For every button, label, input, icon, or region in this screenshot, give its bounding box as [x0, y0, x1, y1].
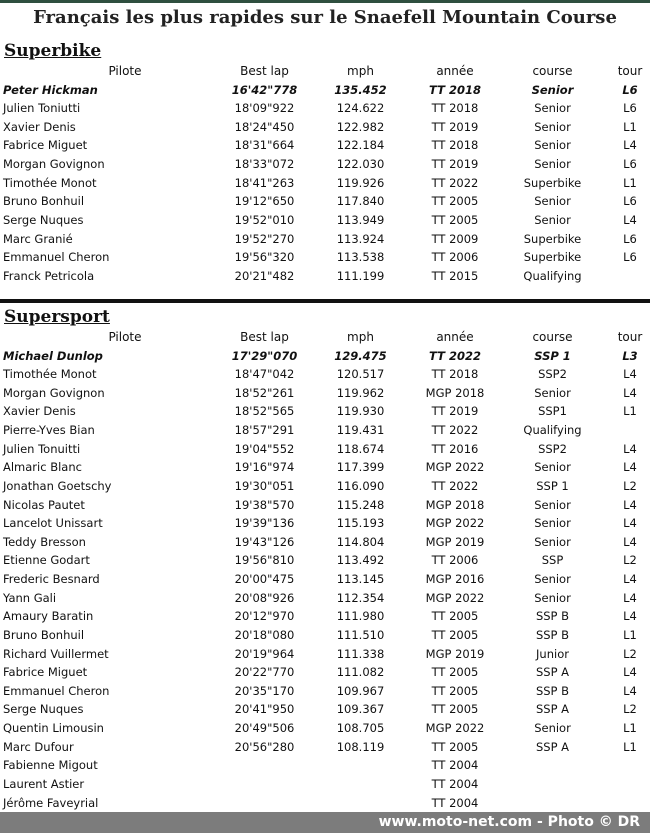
cell-tour: L2 [623, 553, 637, 568]
table-row [0, 458, 650, 477]
table-row [0, 230, 650, 249]
header-mph: mph [347, 330, 374, 344]
cell-mph: 109.367 [336, 702, 385, 717]
cell-tour: L6 [623, 194, 637, 209]
cell-annee: MGP 2022 [425, 721, 485, 736]
cell-pilote: Serge Nuques [3, 702, 84, 717]
cell-annee: TT 2022 [431, 423, 479, 438]
cell-pilote: Serge Nuques [3, 212, 84, 227]
cell-course: SSP2 [538, 367, 567, 382]
cell-course: SSP2 [538, 441, 567, 456]
cell-annee: TT 2019 [431, 119, 479, 134]
cell-course: Senior [534, 460, 571, 475]
cell-course: Senior [534, 194, 571, 209]
cell-course: SSP 1 [536, 478, 569, 493]
table-row [0, 496, 650, 515]
cell-tour: L4 [623, 460, 637, 475]
cell-pilote: Fabrice Miguet [3, 138, 88, 153]
cell-best-lap: 20'49"506 [234, 721, 295, 736]
cell-annee: TT 2022 [431, 175, 479, 190]
cell-pilote: Timothée Monot [3, 175, 97, 190]
cell-annee: TT 2005 [431, 194, 479, 209]
superbike-title: Superbike [4, 41, 102, 61]
cell-best-lap: 20'21"482 [234, 268, 295, 283]
cell-annee: TT 2005 [431, 665, 479, 680]
cell-best-lap: 20'12"970 [234, 609, 295, 624]
cell-tour: L4 [623, 609, 637, 624]
cell-annee: TT 2022 [429, 348, 481, 363]
cell-best-lap: 18'24"450 [234, 119, 295, 134]
cell-tour: L1 [623, 404, 637, 419]
cell-course: Superbike [523, 250, 582, 265]
cell-pilote: Marc Dufour [3, 739, 74, 754]
header-tour: tour [617, 330, 643, 344]
cell-tour: L4 [623, 367, 637, 382]
table-row [0, 365, 650, 384]
cell-mph: 111.980 [336, 609, 385, 624]
cell-annee: MGP 2022 [425, 516, 485, 531]
cell-pilote: Teddy Bresson [3, 534, 86, 549]
cell-mph: 108.705 [336, 721, 385, 736]
header-course: course [532, 330, 573, 344]
header-course: course [532, 64, 573, 78]
table-row [0, 607, 650, 626]
cell-mph: 122.982 [336, 119, 385, 134]
header-tour: tour [617, 64, 643, 78]
cell-best-lap: 19'52"270 [234, 231, 295, 246]
footer-bar [0, 812, 650, 833]
cell-pilote: Julien Toniutti [3, 101, 81, 116]
header-best-lap: Best lap [240, 330, 289, 344]
table-row [0, 136, 650, 155]
cell-pilote: Michael Dunlop [3, 348, 103, 363]
footer-credit: www.moto-net.com - Photo © DR [378, 814, 640, 830]
table-row [0, 118, 650, 137]
table-row [0, 682, 650, 701]
cell-mph: 120.517 [336, 367, 385, 382]
cell-tour: L4 [623, 590, 637, 605]
cell-annee: TT 2006 [431, 553, 479, 568]
cell-course: Senior [534, 138, 571, 153]
table-row [0, 645, 650, 664]
cell-course: Senior [534, 721, 571, 736]
cell-annee: TT 2018 [429, 82, 481, 97]
table-row [0, 402, 650, 421]
cell-annee: TT 2005 [431, 739, 479, 754]
table-row [0, 756, 650, 775]
cell-best-lap: 18'09"922 [234, 101, 295, 116]
cell-mph: 122.030 [336, 157, 385, 172]
cell-annee: TT 2005 [431, 702, 479, 717]
cell-mph: 135.452 [334, 82, 387, 97]
cell-course: Senior [534, 572, 571, 587]
cell-pilote: Xavier Denis [3, 119, 76, 134]
cell-annee: MGP 2022 [425, 460, 485, 475]
cell-annee: TT 2006 [431, 250, 479, 265]
cell-mph: 117.399 [336, 460, 385, 475]
table-row [0, 477, 650, 496]
cell-best-lap: 19'16"974 [234, 460, 295, 475]
cell-pilote: Peter Hickman [3, 82, 98, 97]
cell-annee: TT 2005 [431, 627, 479, 642]
table-row [0, 174, 650, 193]
cell-best-lap: 20'35"170 [234, 683, 295, 698]
cell-annee: MGP 2018 [425, 497, 485, 512]
cell-best-lap: 16'42"778 [231, 82, 298, 97]
cell-tour: L4 [623, 665, 637, 680]
header-best-lap: Best lap [240, 64, 289, 78]
cell-course: Senior [534, 119, 571, 134]
cell-best-lap: 18'57"291 [234, 423, 295, 438]
table-row [0, 384, 650, 403]
cell-tour: L6 [623, 250, 637, 265]
cell-course: SSP A [535, 739, 570, 754]
cell-course: Superbike [523, 175, 582, 190]
table-row [0, 626, 650, 645]
cell-annee: MGP 2019 [425, 534, 485, 549]
cell-tour: L1 [623, 627, 637, 642]
cell-mph: 129.475 [334, 348, 387, 363]
cell-best-lap: 18'47"042 [234, 367, 295, 382]
cell-annee: TT 2005 [431, 683, 479, 698]
cell-annee: TT 2005 [431, 212, 479, 227]
cell-pilote: Etienne Godart [3, 553, 90, 568]
cell-best-lap: 18'31"664 [234, 138, 295, 153]
cell-pilote: Marc Granié [3, 231, 73, 246]
cell-course: Senior [534, 516, 571, 531]
cell-best-lap: 20'22"770 [234, 665, 295, 680]
cell-annee: TT 2018 [431, 367, 479, 382]
cell-mph: 113.538 [336, 250, 385, 265]
cell-pilote: Laurent Astier [3, 776, 85, 791]
cell-best-lap: 18'52"261 [234, 385, 295, 400]
cell-mph: 113.145 [336, 572, 385, 587]
cell-mph: 115.193 [336, 516, 385, 531]
table-row [0, 99, 650, 118]
cell-annee: MGP 2016 [425, 572, 485, 587]
cell-best-lap: 19'38"570 [234, 497, 295, 512]
cell-tour: L4 [623, 497, 637, 512]
supersport-header-row [0, 328, 650, 347]
table-row [0, 738, 650, 757]
cell-annee: TT 2009 [431, 231, 479, 246]
header-pilote: Pilote [108, 64, 142, 78]
cell-mph: 124.622 [336, 101, 385, 116]
cell-tour: L1 [623, 119, 637, 134]
cell-course: Senior [534, 385, 571, 400]
cell-pilote: Yann Gali [3, 590, 57, 605]
cell-tour: L2 [623, 702, 637, 717]
cell-mph: 109.967 [336, 683, 385, 698]
cell-pilote: Timothée Monot [3, 367, 97, 382]
cell-best-lap: 19'56"320 [234, 250, 295, 265]
cell-tour: L4 [623, 385, 637, 400]
cell-pilote: Julien Tonuitti [3, 441, 81, 456]
cell-annee: TT 2016 [431, 441, 479, 456]
cell-pilote: Nicolas Pautet [3, 497, 85, 512]
cell-annee: TT 2004 [431, 795, 479, 810]
cell-tour: L6 [622, 82, 638, 97]
cell-best-lap: 19'39"136 [234, 516, 295, 531]
cell-annee: TT 2022 [431, 478, 479, 493]
cell-course: Senior [534, 590, 571, 605]
cell-mph: 111.082 [336, 665, 385, 680]
cell-best-lap: 20'56"280 [234, 739, 295, 754]
cell-mph: 119.962 [336, 385, 385, 400]
cell-pilote: Almaric Blanc [3, 460, 82, 475]
table-row [0, 719, 650, 738]
top-accent-line [0, 0, 650, 3]
cell-tour: L6 [623, 101, 637, 116]
cell-best-lap: 18'41"263 [234, 175, 295, 190]
cell-mph: 122.184 [336, 138, 385, 153]
cell-best-lap: 20'18"080 [234, 627, 295, 642]
cell-mph: 111.199 [336, 268, 385, 283]
cell-mph: 113.492 [336, 553, 385, 568]
cell-mph: 119.431 [336, 423, 385, 438]
cell-mph: 118.674 [336, 441, 385, 456]
cell-pilote: Morgan Govignon [3, 157, 105, 172]
cell-course: Qualifying [523, 268, 582, 283]
table-row [0, 248, 650, 267]
table-row [0, 192, 650, 211]
table-row [0, 155, 650, 174]
table-row [0, 440, 650, 459]
cell-mph: 113.949 [336, 212, 385, 227]
cell-best-lap: 19'30"051 [234, 478, 295, 493]
cell-best-lap: 20'00"475 [234, 572, 295, 587]
table-row [0, 514, 650, 533]
cell-annee: TT 2019 [431, 404, 479, 419]
page-title: Français les plus rapides sur le Snaefell Mountain Course [33, 7, 617, 28]
cell-course: Senior [534, 534, 571, 549]
cell-tour: L6 [623, 157, 637, 172]
cell-course: SSP [541, 553, 564, 568]
cell-tour: L4 [623, 138, 637, 153]
table-row [0, 267, 650, 286]
cell-annee: TT 2018 [431, 101, 479, 116]
header-annee: année [436, 64, 474, 78]
cell-course: SSP B [535, 627, 570, 642]
cell-annee: TT 2004 [431, 776, 479, 791]
cell-course: Senior [534, 212, 571, 227]
cell-tour: L1 [623, 175, 637, 190]
header-annee: année [436, 330, 474, 344]
cell-course: Senior [534, 157, 571, 172]
cell-course: SSP B [535, 609, 570, 624]
table-row [0, 794, 650, 813]
cell-mph: 114.804 [336, 534, 385, 549]
cell-annee: MGP 2022 [425, 590, 485, 605]
cell-pilote: Fabrice Miguet [3, 665, 88, 680]
cell-best-lap: 18'33"072 [234, 157, 295, 172]
cell-annee: TT 2005 [431, 609, 479, 624]
cell-tour: L6 [623, 231, 637, 246]
cell-pilote: Bruno Bonhuil [3, 627, 85, 642]
cell-annee: MGP 2018 [425, 385, 485, 400]
cell-best-lap: 17'29"070 [231, 348, 298, 363]
cell-tour: L1 [623, 739, 637, 754]
cell-annee: TT 2004 [431, 758, 479, 773]
cell-course: SSP B [535, 683, 570, 698]
cell-tour: L4 [623, 212, 637, 227]
cell-course: Qualifying [523, 423, 582, 438]
cell-course: Senior [534, 101, 571, 116]
section-divider [0, 299, 650, 303]
cell-pilote: Lancelot Unissart [3, 516, 103, 531]
table-row [0, 211, 650, 230]
table-row [0, 589, 650, 608]
cell-pilote: Franck Petricola [3, 268, 95, 283]
cell-tour: L2 [623, 646, 637, 661]
cell-course: Superbike [523, 231, 582, 246]
cell-mph: 115.248 [336, 497, 385, 512]
cell-annee: MGP 2019 [425, 646, 485, 661]
cell-best-lap: 20'08"926 [234, 590, 295, 605]
cell-course: SSP 1 [534, 348, 571, 363]
cell-tour: L4 [623, 683, 637, 698]
cell-annee: TT 2019 [431, 157, 479, 172]
cell-best-lap: 20'41"950 [234, 702, 295, 717]
cell-best-lap: 19'04"552 [234, 441, 295, 456]
cell-mph: 112.354 [336, 590, 385, 605]
cell-pilote: Bruno Bonhuil [3, 194, 85, 209]
cell-annee: TT 2018 [431, 138, 479, 153]
cell-course: Senior [534, 497, 571, 512]
cell-pilote: Amaury Baratin [3, 609, 94, 624]
cell-course: Junior [536, 646, 569, 661]
cell-pilote: Xavier Denis [3, 404, 76, 419]
cell-mph: 113.924 [336, 231, 385, 246]
cell-pilote: Morgan Govignon [3, 385, 105, 400]
cell-best-lap: 20'19"964 [234, 646, 295, 661]
cell-mph: 108.119 [336, 739, 385, 754]
cell-best-lap: 18'52"565 [234, 404, 295, 419]
cell-pilote: Emmanuel Cheron [3, 683, 110, 698]
superbike-header-row [0, 62, 650, 81]
table-row [0, 81, 650, 100]
table-row [0, 421, 650, 440]
cell-tour: L4 [623, 441, 637, 456]
cell-pilote: Emmanuel Cheron [3, 250, 110, 265]
cell-best-lap: 19'52"010 [234, 212, 295, 227]
cell-mph: 116.090 [336, 478, 385, 493]
cell-mph: 111.510 [336, 627, 385, 642]
cell-tour: L4 [623, 516, 637, 531]
cell-pilote: Quentin Limousin [3, 721, 104, 736]
cell-best-lap: 19'43"126 [234, 534, 295, 549]
cell-best-lap: 19'12"650 [234, 194, 295, 209]
table-row [0, 570, 650, 589]
header-mph: mph [347, 64, 374, 78]
cell-best-lap: 19'56"810 [234, 553, 295, 568]
cell-annee: TT 2015 [431, 268, 479, 283]
cell-pilote: Richard Vuillermet [3, 646, 109, 661]
cell-mph: 119.926 [336, 175, 385, 190]
table-row [0, 347, 650, 366]
cell-pilote: Pierre-Yves Bian [3, 423, 95, 438]
cell-tour: L3 [622, 348, 638, 363]
table-row [0, 700, 650, 719]
table-row [0, 551, 650, 570]
table-row [0, 533, 650, 552]
cell-course: SSP1 [538, 404, 567, 419]
cell-course: SSP A [535, 702, 570, 717]
cell-mph: 117.840 [336, 194, 385, 209]
cell-course: SSP A [535, 665, 570, 680]
cell-pilote: Frederic Besnard [3, 572, 100, 587]
supersport-title: Supersport [4, 307, 110, 327]
cell-pilote: Fabienne Migout [3, 758, 98, 773]
cell-pilote: Jérôme Faveyrial [3, 795, 99, 810]
cell-course: Senior [531, 82, 574, 97]
table-row [0, 775, 650, 794]
table-row [0, 663, 650, 682]
cell-mph: 119.930 [336, 404, 385, 419]
header-pilote: Pilote [108, 330, 142, 344]
cell-mph: 111.338 [336, 646, 385, 661]
cell-tour: L2 [623, 478, 637, 493]
cell-tour: L1 [623, 721, 637, 736]
cell-tour: L4 [623, 572, 637, 587]
cell-pilote: Jonathan Goetschy [3, 478, 112, 493]
cell-tour: L4 [623, 534, 637, 549]
